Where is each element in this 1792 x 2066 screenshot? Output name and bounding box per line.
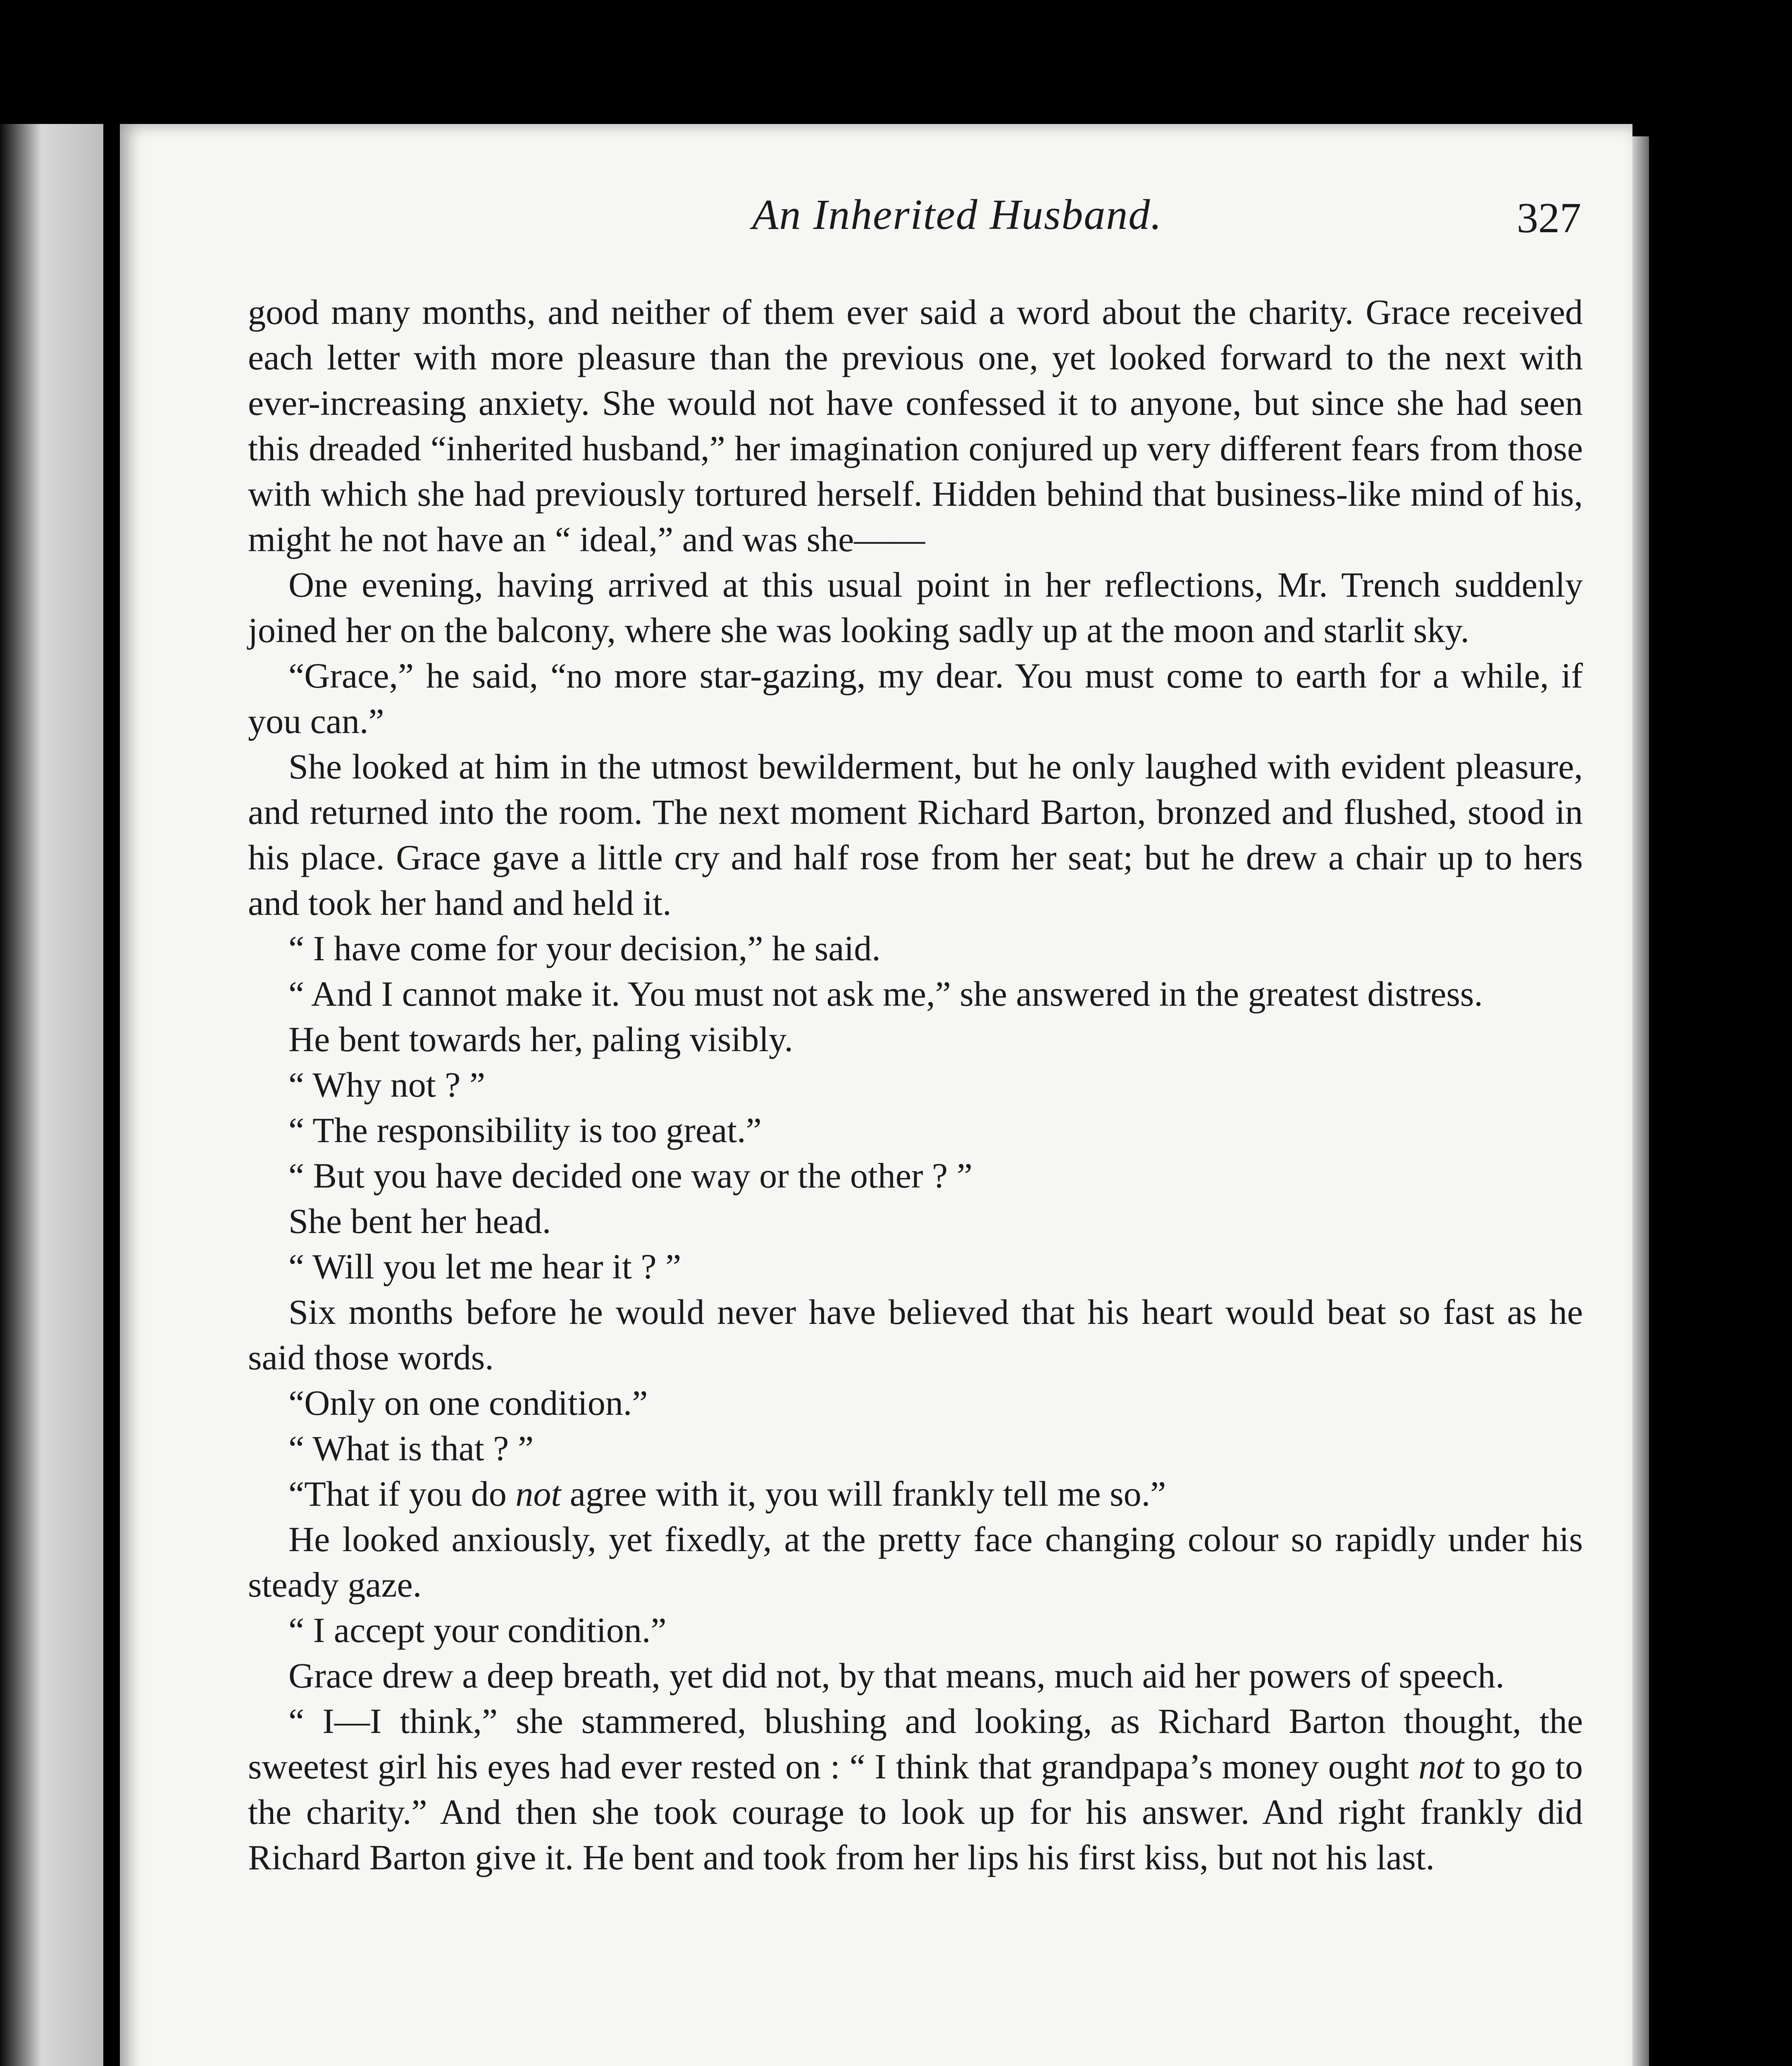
paragraph: “ And I cannot make it. You must not ask me,” she answered in the greatest distress. [288, 974, 1483, 1014]
paragraph: “ I—I think,” she stammered, blushing and looking, as Richard Barton thought, the sweetest girl his eyes had ever rested on : “ I think that grandpapa’s money ought not to go to the charity.” And then she took courage to look up for his answer. And right frankly did Richard Barton give it. He bent and took from her lips his first kiss, but not his last. [248, 1701, 1583, 1877]
facing-page-edge [0, 124, 103, 2066]
paragraph: good many months, and neither of them ever said a word about the charity. Grace received each letter with more pleasure than the previous one, yet looked forward to the next with ever-increasing anxiety. She would not have confessed it to anyone, but since she had seen this dreaded “inherited husband,” her imagination conjured up very different fears from those with which she had previously tortured herself. Hidden behind that business-like mind of his, might he not have an “ ideal,” and was she—— [248, 292, 1583, 559]
paragraph: He looked anxiously, yet fixedly, at the pretty face changing colour so rapidly under his steady gaze. [248, 1519, 1583, 1604]
page-number: 327 [1517, 194, 1581, 242]
paragraph: She looked at him in the utmost bewilderment, but he only laughed with evident pleasure, and returned into the room. The next moment Richard Barton, bronzed and flushed, stood in his place. Grace gave a little cry and half rose from her seat; but he drew a chair up to hers and took her hand and held it. [248, 747, 1583, 923]
page-body [248, 289, 1583, 1880]
italic-emphasis: not [515, 1474, 561, 1514]
italic-emphasis: not [1418, 1747, 1464, 1786]
page-edge-shadow [1632, 136, 1649, 2066]
paragraph: “ I accept your condition.” [288, 1610, 667, 1650]
paragraph: One evening, having arrived at this usual point in her reflections, Mr. Trench suddenly joined her on the balcony, where she was looking sadly up at the moon and starlit sky. [248, 565, 1583, 650]
paragraph: “ I have come for your decision,” he said. [288, 928, 881, 968]
paragraph: Grace drew a deep breath, yet did not, by that means, much aid her powers of speech. [288, 1656, 1505, 1695]
paragraph: “Only on one condition.” [288, 1383, 648, 1423]
paragraph: “ What is that ? ” [288, 1428, 534, 1468]
paragraph: “ But you have decided one way or the other ? ” [288, 1156, 972, 1195]
paragraph: Six months before he would never have believed that his heart would beat so fast as he said those words. [248, 1292, 1583, 1377]
paragraph: She bent her head. [288, 1201, 551, 1241]
paragraph: “ The responsibility is too great.” [288, 1110, 762, 1150]
paragraph: “ Why not ? ” [288, 1065, 486, 1104]
page-header [248, 190, 1581, 273]
paragraph: “ Will you let me hear it ? ” [288, 1247, 682, 1286]
paragraph: “Grace,” he said, “no more star-gazing, my dear. You must come to earth for a while, if you can.” [248, 656, 1583, 741]
paragraph: He bent towards her, paling visibly. [288, 1019, 794, 1059]
paragraph: “That if you do not agree with it, you will frankly tell me so.” [288, 1474, 1166, 1514]
book-page [120, 124, 1632, 2066]
running-title: An Inherited Husband. [752, 191, 1163, 238]
